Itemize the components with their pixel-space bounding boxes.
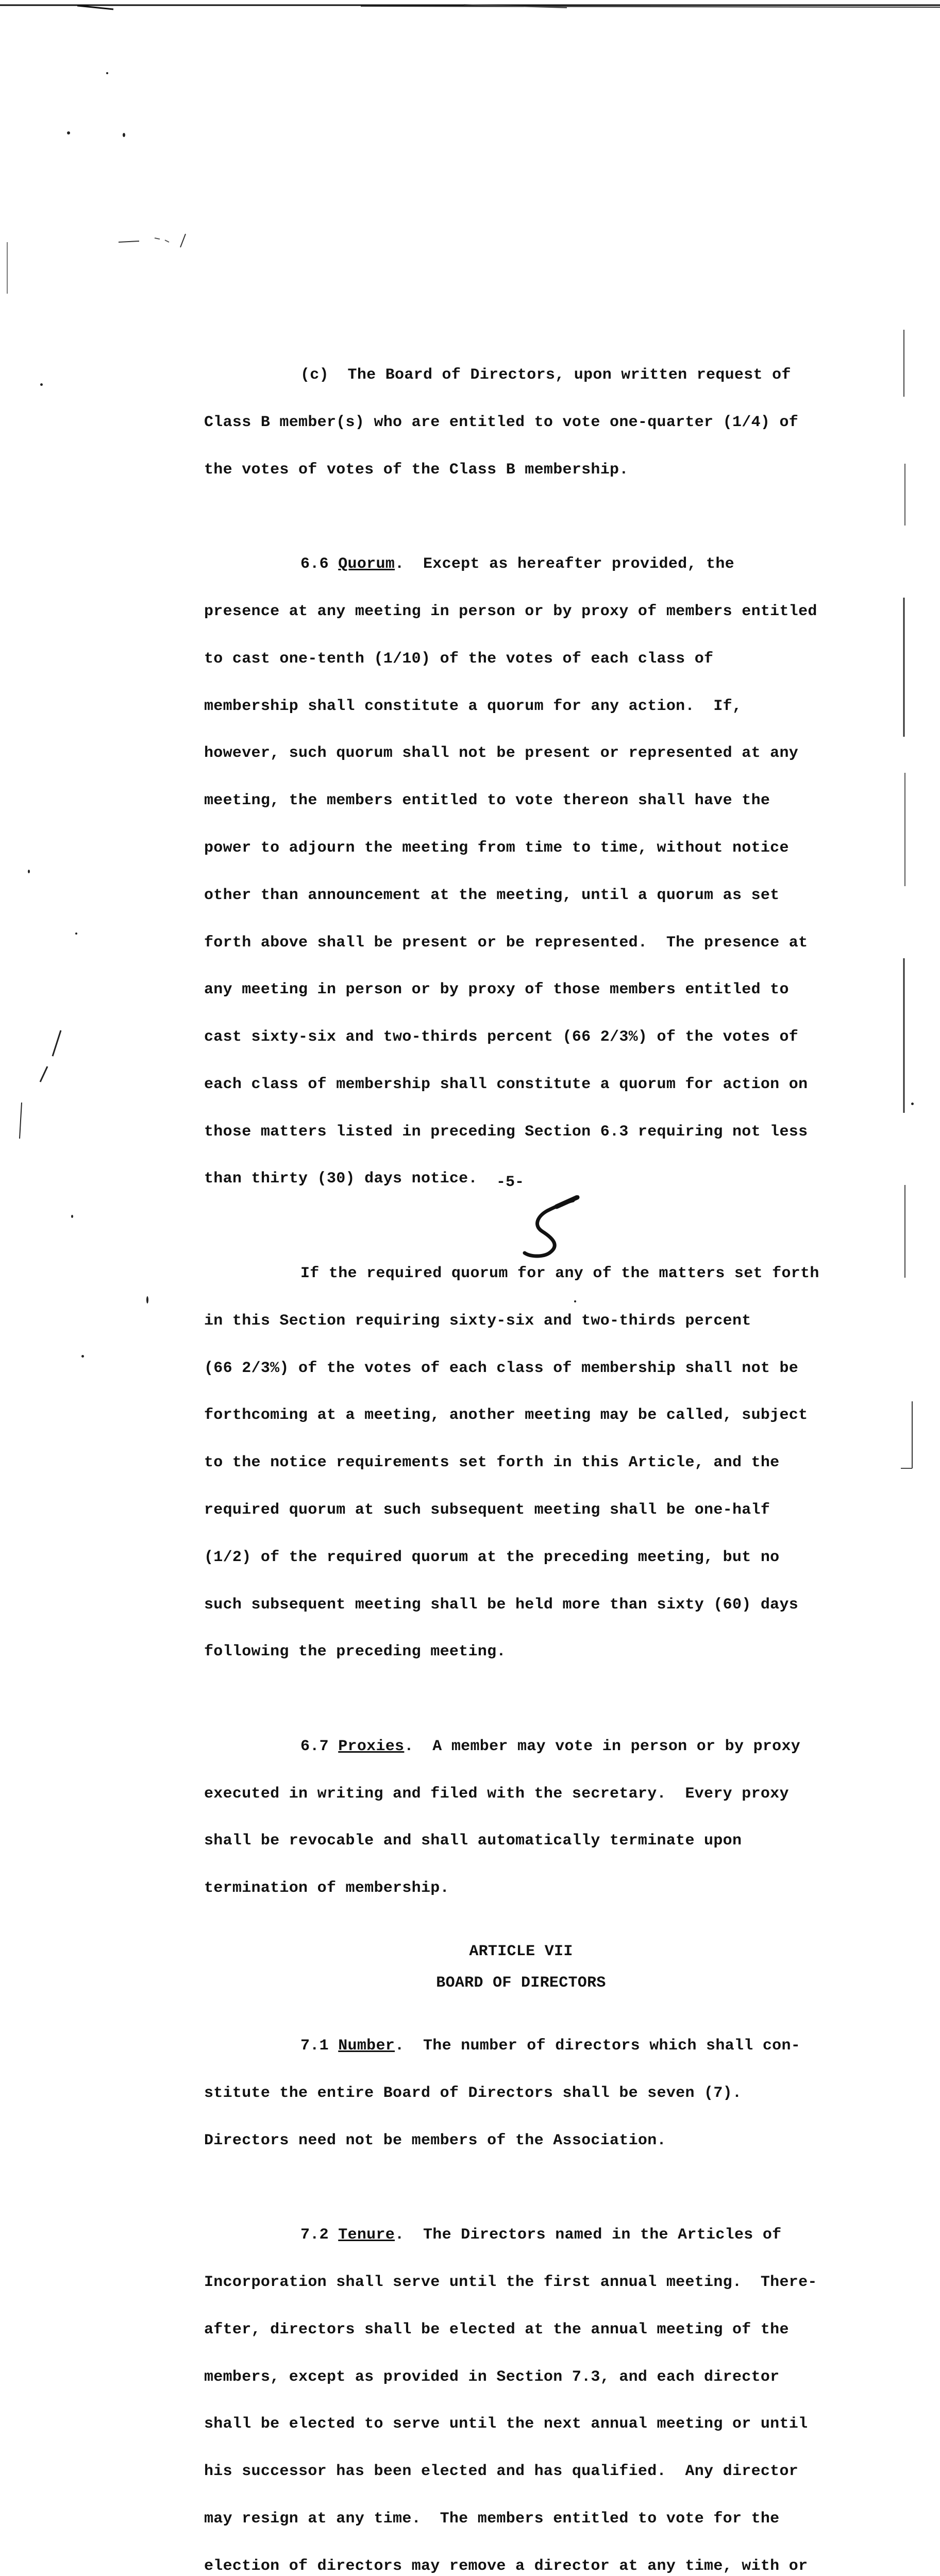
text-line: after, directors shall be elected at the annual meeting of the [204,2320,789,2338]
section-number: 7.2 [300,2226,329,2244]
scan-speck [574,1300,576,1302]
text-line: (66 2/3%) of the votes of each class of membership shall not be [204,1359,799,1377]
scan-margin-mark [10,1010,72,1144]
scan-speck [75,933,77,935]
text-line: other than announcement at the meeting, until a quorum as set [204,886,780,904]
scan-right-edge-mark [897,309,917,1288]
text-line: Directors need not be members of the Association. [204,2131,666,2149]
document-body [204,336,838,2576]
text-line: those matters listed in preceding Section 6.3 requiring not less [204,1123,808,1141]
text-fragment: . The number of directors which shall con- [395,2037,801,2055]
text-line: such subsequent meeting shall be held more than sixty (60) days [204,1596,799,1614]
text-line: (c) The Board of Directors, upon written request of [300,366,791,384]
text-line: termination of membership. [204,1879,449,1897]
text-line: however, such quorum shall not be present or represented at any [204,744,799,762]
text-line: stitute the entire Board of Directors shall be seven (7). [204,2084,742,2102]
section-heading-line [204,1739,838,1755]
paragraph-c [204,336,838,510]
page-number: -5- [496,1174,524,1191]
text-line: presence at any meeting in person or by proxy of members entitled [204,603,817,621]
text-line: cast sixty-six and two-thirds percent (66 2/3%) of the votes of [204,1028,799,1046]
text-line: meeting, the members entitled to vote thereon shall have the [204,792,770,810]
text-line: to cast one-tenth (1/10) of the votes of each class of [204,650,714,668]
text-line: shall be elected to serve until the next annual meeting or until [204,2415,808,2433]
scan-top-edge [0,3,940,10]
text-line: in this Section requiring sixty-six and two-thirds percent [204,1312,751,1330]
section-number: 7.1 [300,2037,329,2055]
text-fragment: . The Directors named in the Articles of [395,2226,782,2244]
text-line: his successor has been elected and has qualified. Any director [204,2463,799,2481]
text-line: Incorporation shall serve until the first annual meeting. There- [204,2274,817,2292]
article-heading: ARTICLE VII [469,1942,573,1960]
text-line: than thirty (30) days notice. [204,1170,478,1188]
text-fragment: . Except as hereafter provided, the [395,555,734,573]
text-line: (1/2) of the required quorum at the preceding meeting, but no [204,1548,780,1566]
section-7-1-number [204,2007,838,2180]
text-line: each class of membership shall constitute a quorum for action on [204,1075,808,1093]
section-title: Proxies [338,1737,405,1755]
scan-speck [146,1296,148,1303]
section-heading-line [204,556,838,572]
text-line: If the required quorum for any of the matters set forth [300,1265,819,1283]
handwritten-page-number [515,1195,588,1262]
section-number: 6.7 [300,1737,329,1755]
text-line: election of directors may remove a director at any time, with or [204,2557,808,2575]
scan-speck [28,870,30,873]
section-number: 6.6 [300,555,329,573]
scan-speck [40,383,43,386]
text-line: to the notice requirements set forth in this Article, and the [204,1454,780,1472]
section-7-2-tenure [204,2196,838,2576]
article-title: BOARD OF DIRECTORS [436,1974,606,1992]
text-line: any meeting in person or by proxy of those members entitled to [204,981,789,999]
section-6-7-proxies [204,1707,838,1928]
scan-speck [81,1355,84,1358]
article-title-block [204,1975,838,1991]
text-line: shall be revocable and shall automatically terminate upon [204,1832,742,1850]
text-line: forthcoming at a meeting, another meeting may be called, subject [204,1406,808,1425]
scan-left-edge-mark [2,237,12,299]
section-title: Number [338,2037,395,2055]
section-6-6-continued [204,1234,838,1691]
text-line: power to adjourn the meeting from time to time, without notice [204,839,789,857]
scan-speck [911,1103,914,1105]
text-line: following the preceding meeting. [204,1643,506,1661]
scan-speck [123,133,125,137]
text-line: the votes of votes of the Class B membership. [204,461,629,479]
text-line: may resign at any time. The members entitled to vote for the [204,2510,780,2528]
scan-speck [67,131,70,134]
section-heading-line [204,2038,838,2054]
article-heading-block [204,1944,838,1960]
text-line: forth above shall be present or be represented. The presence at [204,934,808,952]
scan-speck [71,1215,73,1218]
section-6-6-quorum [204,525,838,1218]
scan-speck [106,72,108,74]
text-line: membership shall constitute a quorum for any action. If, [204,697,742,715]
section-title: Tenure [338,2226,395,2244]
text-line: required quorum at such subsequent meeting shall be one-half [204,1501,770,1519]
text-line: Class B member(s) who are entitled to vote one-quarter (1/4) of [204,413,799,431]
scan-corner-mark [897,1391,917,1479]
scan-margin-mark [108,227,196,258]
text-fragment: . A member may vote in person or by proxy [404,1737,801,1755]
text-line: executed in writing and filed with the secretary. Every proxy [204,1785,789,1803]
section-heading-line [204,2227,838,2243]
section-title: Quorum [338,555,395,573]
text-line: members, except as provided in Section 7.3, and each director [204,2368,780,2386]
